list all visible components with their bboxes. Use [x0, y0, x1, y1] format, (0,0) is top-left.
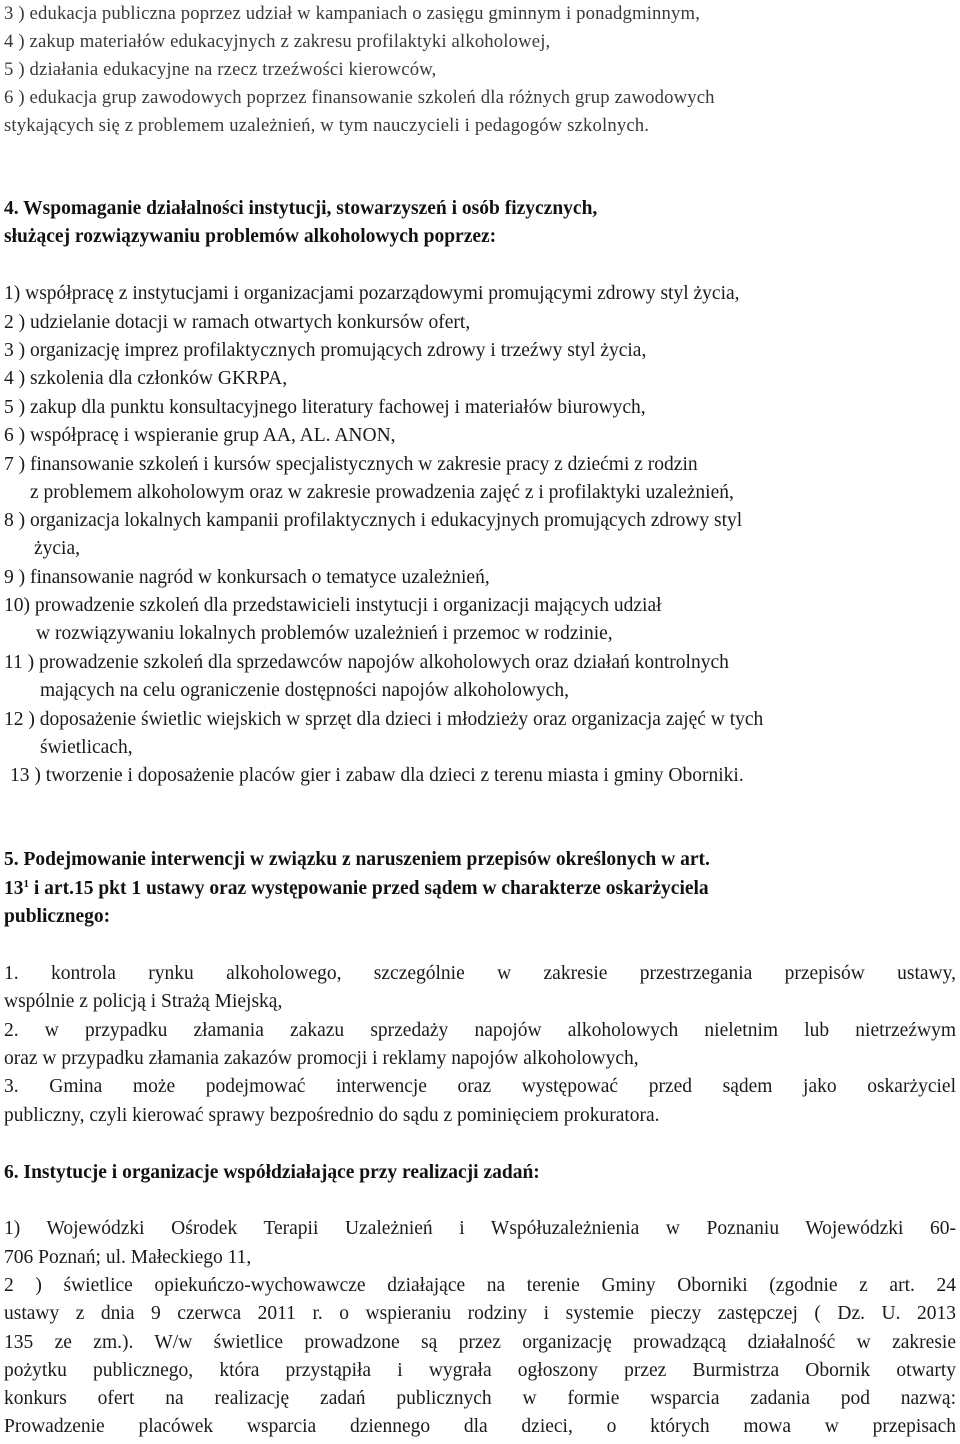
- section-5-heading: publicznego:: [4, 906, 111, 927]
- heading-article-number: 13: [4, 878, 24, 899]
- list-item-continuation: mających na celu ograniczenie dostępności napojów alkoholowych,: [40, 680, 570, 701]
- section-5-heading: [4, 875, 709, 903]
- section-4-heading: służącej rozwiązywaniu problemów alkoholowych poprzez:: [4, 226, 497, 247]
- list-item: 6 ) współpracę i wspieranie grup AA, AL. ANON,: [4, 425, 396, 446]
- paragraph-line: 2. w przypadku złamania zakazu sprzedaży napojów alkoholowych nieletnim lub nietrzeźwym: [4, 1020, 956, 1041]
- intro-line: 6 ) edukacja grup zawodowych poprzez finansowanie szkoleń dla różnych grup zawodowych: [4, 87, 715, 108]
- paragraph-line: 135 ze zm.). W/w świetlice prowadzone są przez organizację prowadzącą działalność w zakresie: [4, 1332, 956, 1353]
- list-item-continuation: w rozwiązywaniu lokalnych problemów uzależnień i przemoc w rodzinie,: [36, 623, 613, 644]
- paragraph-line: Prowadzenie placówek wsparcia dziennego dla dzieci, o których mowa w przepisach: [4, 1416, 956, 1437]
- list-item-continuation: świetlicach,: [40, 737, 133, 758]
- section-4-heading: 4. Wspomaganie działalności instytucji, stowarzyszeń i osób fizycznych,: [4, 198, 598, 219]
- paragraph-line: konkurs ofert na realizację zadań publicznych w formie wsparcia zadania pod nazwą:: [4, 1388, 956, 1409]
- list-item: 1) współpracę z instytucjami i organizacjami pozarządowymi promującymi zdrowy styl życia,: [4, 283, 740, 304]
- list-item: 3 ) organizację imprez profilaktycznych promujących zdrowy i trzeźwy styl życia,: [4, 340, 647, 361]
- list-item-continuation: życia,: [34, 538, 81, 559]
- section-5-heading: 5. Podejmowanie interwencji w związku z naruszeniem przepisów określonych w art.: [4, 849, 710, 870]
- list-item: 7 ) finansowanie szkoleń i kursów specjalistycznych w zakresie pracy z dziećmi z rodzin: [4, 454, 698, 475]
- paragraph-line: wspólnie z policją i Strażą Miejską,: [4, 991, 283, 1012]
- list-item: 9 ) finansowanie nagród w konkursach o tematyce uzależnień,: [4, 567, 490, 588]
- list-item: 2 ) udzielanie dotacji w ramach otwartych konkursów ofert,: [4, 312, 471, 333]
- paragraph-line: ustawy z dnia 9 czerwca 2011 r. o wspieraniu rodziny i systemie pieczy zastępczej ( Dz. U. 2013: [4, 1303, 956, 1324]
- paragraph-line: oraz w przypadku złamania zakazów promocji i reklamy napojów alkoholowych,: [4, 1048, 639, 1069]
- list-item: 10) prowadzenie szkoleń dla przedstawicieli instytucji i organizacji mających udział: [4, 595, 662, 616]
- list-item: 13 ) tworzenie i doposażenie placów gier i zabaw dla dzieci z terenu miasta i gminy Oborniki.: [10, 765, 744, 786]
- intro-line: 4 ) zakup materiałów edukacyjnych z zakresu profilaktyki alkoholowej,: [4, 31, 551, 52]
- intro-line: 5 ) działania edukacyjne na rzecz trzeźwości kierowców,: [4, 59, 437, 80]
- heading-article-superscript: 1: [23, 878, 29, 890]
- list-item: 12 ) doposażenie świetlic wiejskich w sprzęt dla dzieci i młodzieży oraz organizacja zajęć w tych: [4, 709, 764, 730]
- paragraph-line: 2 ) świetlice opiekuńczo-wychowawcze działające na terenie Gminy Oborniki (zgodnie z art. 24: [4, 1275, 956, 1296]
- list-item: 8 ) organizacja lokalnych kampanii profilaktycznych i edukacyjnych promujących zdrowy styl: [4, 510, 743, 531]
- list-item: 4 ) szkolenia dla członków GKRPA,: [4, 368, 288, 389]
- paragraph-line: 706 Poznań; ul. Małeckiego 11,: [4, 1247, 252, 1268]
- intro-line: 3 ) edukacja publiczna poprzez udział w kampaniach o zasięgu gminnym i ponadgminnym,: [4, 3, 701, 24]
- paragraph-line: publiczny, czyli kierować sprawy bezpośrednio do sądu z pominięciem prokuratora.: [4, 1105, 660, 1126]
- list-item: 5 ) zakup dla punktu konsultacyjnego literatury fachowej i materiałów biurowych,: [4, 397, 646, 418]
- intro-line: stykających się z problemem uzależnień, w tym nauczycieli i pedagogów szkolnych.: [4, 115, 650, 136]
- paragraph-line: 1. kontrola rynku alkoholowego, szczególnie w zakresie przestrzegania przepisów ustawy,: [4, 963, 956, 984]
- paragraph-line: pożytku publicznego, która przystąpiła i wygrała ogłoszony przez Burmistrza Obornik otwarty: [4, 1360, 956, 1381]
- list-item: 11 ) prowadzenie szkoleń dla sprzedawców napojów alkoholowych oraz działań kontrolnych: [4, 652, 729, 673]
- section-6-heading: 6. Instytucje i organizacje współdziałające przy realizacji zadań:: [4, 1162, 540, 1183]
- list-item-continuation: z problemem alkoholowym oraz w zakresie prowadzenia zajęć z i profilaktyki uzależnień,: [30, 482, 734, 503]
- paragraph-line: 3. Gmina może podejmować interwencje oraz występować przed sądem jako oskarżyciel: [4, 1076, 956, 1097]
- heading-text: i art.15 pkt 1 ustawy oraz występowanie przed sądem w charakterze oskarżyciela: [29, 878, 709, 899]
- paragraph-line: 1) Wojewódzki Ośrodek Terapii Uzależnień i Współuzależnienia w Poznaniu Wojewódzki 60-: [4, 1218, 956, 1239]
